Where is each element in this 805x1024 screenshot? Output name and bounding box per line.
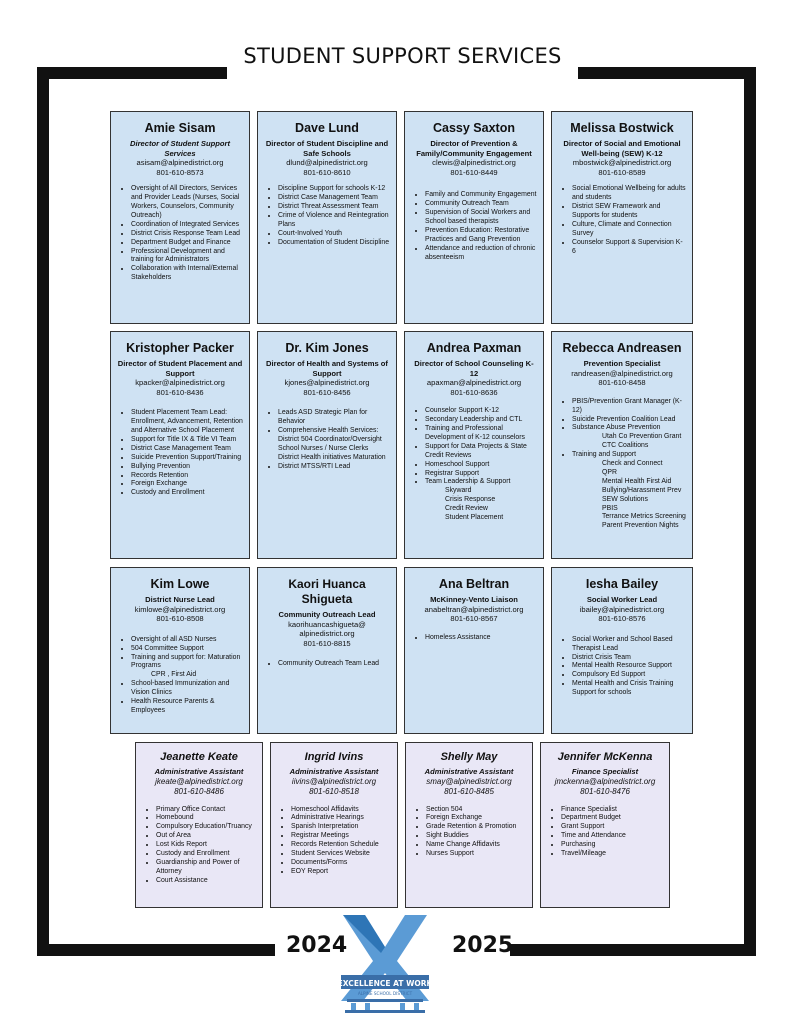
list-item: • Crime of Violence and Reintegration Plans (278, 212, 390, 230)
list-item: • Time and Attendance (561, 832, 663, 841)
list-item: • Court-Involved Youth (278, 230, 390, 239)
card-email: randreasen@alpinedistrict.org (571, 368, 673, 378)
card-duties (117, 185, 243, 283)
list-item: • District Case Management Team (278, 194, 390, 203)
list-item: • Training and Professional Development of K-12 counselors (425, 425, 537, 443)
list-item: • Secondary Leadership and CTL (425, 416, 537, 425)
card-email: iivins@alpinedistrict.org (291, 776, 377, 786)
list-item: • Student Services Website (291, 850, 391, 859)
sub-item: Utah Co Prevention Grant (602, 433, 682, 441)
list-item: • Custody and Enrollment (131, 489, 243, 498)
sub-item: Bullying/Harassment Prev (602, 486, 682, 494)
list-item: • Registrar Meetings (291, 832, 391, 841)
card-rebecca-andreasen (551, 331, 693, 559)
list-item: • Custody and Enrollment (156, 850, 256, 859)
card-phone: 801-610-8610 (303, 167, 351, 177)
list-item: • Homeless Assistance (425, 634, 537, 643)
card-phone: 801-610-8486 (174, 786, 224, 796)
card-role: District Nurse Lead (145, 595, 215, 604)
list-item: • Student Placement Team Lead: Enrollment, Advancement, Retention and Alternative School Placement (131, 409, 243, 436)
list-item: • Counselor Support K-12 (425, 407, 537, 416)
card-name: Dave Lund (295, 121, 359, 135)
card-name: Andrea Paxman (426, 341, 522, 355)
card-phone: 801-610-8636 (450, 387, 498, 397)
list-item: • District SEW Framework and Supports for students (572, 203, 686, 221)
frame-right (744, 67, 756, 956)
card-duties (411, 191, 537, 262)
frame-top-left (37, 67, 227, 79)
card-email: asisam@alpinedistrict.org (136, 158, 224, 167)
sub-item: Terrance Metrics Screening (602, 513, 686, 521)
list-item: • Records Retention (131, 472, 243, 481)
list-item: • Mental Health Resource Support (572, 662, 686, 671)
page-title: STUDENT SUPPORT SERVICES (243, 44, 562, 68)
card-email: mbostwick@alpinedistrict.org (572, 158, 672, 167)
card-duties (117, 409, 243, 498)
list-item: • Community Outreach Team (425, 200, 537, 209)
card-name: Amie Sisam (144, 121, 216, 135)
list-item: • 504 Committee Support (131, 645, 243, 654)
card-duties (142, 806, 256, 886)
card-duties (264, 185, 390, 247)
card-jeanette-keate (135, 742, 263, 908)
list-item: • Sight Buddies (426, 832, 526, 841)
card-role: Director of Health and Systems of Support (266, 359, 388, 378)
card-email: anabeltran@alpinedistrict.org (424, 604, 524, 614)
list-item: • Discipline Support for schools K-12 (278, 185, 390, 194)
list-item: • Foreign Exchange (426, 814, 526, 823)
list-item: • Social Worker and School Based Therapist Lead (572, 636, 686, 654)
card-email: jkeate@alpinedistrict.org (155, 776, 243, 786)
list-item: • Registrar Support (425, 470, 537, 479)
list-item: • District Threat Assessment Team (278, 203, 390, 212)
list-item: • Coordination of Integrated Services (131, 221, 243, 230)
frame-left (37, 67, 49, 956)
card-name: Ana Beltran (438, 577, 510, 591)
list-item: • Grade Retention & Promotion (426, 823, 526, 832)
year-right: 2025 (452, 933, 514, 958)
list-item: • Substance Abuse Prevention (572, 424, 686, 433)
list-item: • Section 504 (426, 806, 526, 815)
card-phone: 801-610-8508 (156, 614, 204, 624)
card-melissa-bostwick (551, 111, 693, 324)
list-item: • Court Assistance (156, 877, 256, 886)
list-item: • Oversight of All Directors, Services and Provider Leads (Nurses, Social Workers, Counselors, Community Outreach) (131, 185, 243, 221)
list-item: • Documents/Forms (291, 859, 391, 868)
frame-bottom-right (510, 944, 756, 956)
card-duties (264, 409, 390, 471)
list-item: • Culture, Climate and Connection Survey (572, 221, 686, 239)
list-item: • Attendance and reduction of chronic absenteeism (425, 245, 537, 263)
card-role: Social Worker Lead (586, 595, 658, 604)
card-phone: 801-610-8458 (598, 378, 646, 388)
list-item: • Professional Development and training for Administrators (131, 248, 243, 266)
card-email: kimlowe@alpinedistrict.org (134, 604, 226, 614)
card-email: jmckenna@alpinedistrict.org (554, 776, 656, 786)
card-kristopher-packer (110, 331, 250, 559)
list-item: • Leads ASD Strategic Plan for Behavior (278, 409, 390, 427)
card-duties (547, 806, 663, 859)
sub-item: QPR (602, 468, 617, 476)
sub-item: Crisis Response (445, 496, 496, 504)
card-kaori-huanca-shigueta (257, 567, 397, 734)
list-item: • Compulsory Ed Support (572, 671, 686, 680)
list-item: • Supervision of Social Workers and School based therapists (425, 209, 537, 227)
card-phone: 801-610-8815 (303, 638, 351, 648)
logo-subtext: ALPINE SCHOOL DISTRICT (357, 991, 413, 996)
list-item: • Department Budget (561, 814, 663, 823)
list-item: • Homeschool Support (425, 461, 537, 470)
list-item: • Out of Area (156, 832, 256, 841)
card-role: Director of Student Placement and Support (117, 359, 243, 378)
card-duties (558, 451, 686, 460)
sub-item: Student Placement (445, 514, 504, 522)
list-item: • Primary Office Contact (156, 806, 256, 815)
card-email: kpacker@alpinedistrict.org (135, 378, 225, 387)
card-phone: 801-610-8576 (598, 614, 646, 624)
card-dave-lund (257, 111, 397, 324)
list-item: • Support for Data Projects & State Credit Reviews (425, 443, 537, 461)
card-name: Ingrid Ivins (304, 751, 364, 763)
card-role: Director of School Counseling K-12 (414, 359, 534, 378)
card-duties (411, 634, 537, 643)
card-role: Finance Specialist (571, 767, 639, 776)
card-email: smay@alpinedistrict.org (426, 776, 512, 786)
list-item: • Records Retention Schedule (291, 841, 391, 850)
sub-item: Parent Prevention Nights (602, 522, 679, 530)
list-item: • Finance Specialist (561, 806, 663, 815)
card-duties (558, 636, 686, 698)
card-email: clewis@alpinedistrict.org (432, 158, 516, 167)
card-email: apaxman@alpinedistrict.org (426, 378, 522, 387)
list-item: • Suicide Prevention Support/Training (131, 454, 243, 463)
card-phone: 801-610-8476 (580, 786, 630, 796)
frame-top-right (578, 67, 756, 79)
card-iesha-bailey (551, 567, 693, 734)
list-item: • Social Emotional Wellbeing for adults and students (572, 185, 686, 203)
sub-item: Skyward (445, 487, 472, 495)
card-role: Director of Prevention & Family/Community Engagement (416, 139, 532, 158)
card-ana-beltran (404, 567, 544, 734)
list-item: • Oversight of all ASD Nurses (131, 636, 243, 645)
card-role: McKinney-Vento Liaison (430, 595, 518, 604)
card-phone: 801-610-8573 (156, 167, 204, 177)
list-item: • Training and support for: Maturation Programs (131, 654, 243, 672)
card-role: Director of Social and Emotional Well-being (SEW) K-12 (563, 139, 681, 158)
list-item: • Team Leadership & Support (425, 478, 537, 487)
sub-item: Check and Connect (602, 460, 663, 468)
list-item: • Homebound (156, 814, 256, 823)
card-role: Director of Student Support Services (130, 139, 230, 158)
card-email: dlund@alpinedistrict.org (286, 158, 368, 167)
list-item: • Documentation of Student Discipline (278, 239, 390, 248)
list-item: • Foreign Exchange (131, 480, 243, 489)
list-item: • Family and Community Engagement (425, 191, 537, 200)
card-name: Dr. Kim Jones (285, 341, 369, 355)
sub-item: Credit Review (445, 505, 488, 513)
list-item: • PBIS/Prevention Grant Manager (K-12) (572, 398, 686, 416)
list-item: • Prevention Education: Restorative Practices and Gang Prevention (425, 227, 537, 245)
list-item: • District MTSS/RTI Lead (278, 463, 390, 472)
card-role: Administrative Assistant (289, 767, 379, 776)
list-item: • Administrative Hearings (291, 814, 391, 823)
card-cassy-saxton (404, 111, 544, 324)
card-name: Iesha Bailey (585, 577, 659, 591)
list-item: • Community Outreach Team Lead (278, 660, 390, 669)
card-role: Administrative Assistant (154, 767, 244, 776)
card-phone: 801-610-8589 (598, 167, 646, 177)
list-item: • Counselor Support & Supervision K-6 (572, 239, 686, 257)
list-item: • Comprehensive Health Services: District 504 Coordinator/Oversight School Nurses / Nurse Clerks District Health initiatives Maturation (278, 427, 390, 463)
card-phone: 801-610-8436 (156, 387, 204, 397)
card-duties (264, 660, 390, 669)
list-item: • Suicide Prevention Coalition Lead (572, 416, 686, 425)
list-item: • Compulsory Education/Truancy (156, 823, 256, 832)
list-item: • District Case Management Team (131, 445, 243, 454)
list-item: • Nurses Support (426, 850, 526, 859)
list-item: • Health Resource Parents & Employees (131, 698, 243, 716)
card-name: Rebecca Andreasen (562, 341, 682, 355)
sub-item: PBIS (602, 504, 618, 512)
list-item: • Homeschool Affidavits (291, 806, 391, 815)
card-duties (411, 407, 537, 487)
card-phone: 801-610-8485 (444, 786, 494, 796)
sub-item: CTC Coalitions (602, 442, 649, 450)
list-item: • District Crisis Team (572, 654, 686, 663)
logo-text: EXCELLENCE AT WORK (337, 979, 433, 988)
list-item: • Mental Health and Crisis Training Support for schools (572, 680, 686, 698)
card-phone: 801-610-8449 (450, 167, 498, 177)
list-item: • Purchasing (561, 841, 663, 850)
list-item: • Grant Support (561, 823, 663, 832)
list-item: • Support for Title IX & Title VI Team (131, 436, 243, 445)
sub-item: Mental Health First Aid (602, 477, 672, 485)
card-name: Kaori Huanca Shigueta (288, 577, 366, 606)
card-duties (277, 806, 391, 877)
card-jennifer-mckenna (540, 742, 670, 908)
list-item: • Spanish Interpretation (291, 823, 391, 832)
card-duties (558, 398, 686, 434)
list-item: • Bullying Prevention (131, 463, 243, 472)
card-name: Melissa Bostwick (570, 121, 674, 135)
card-kim-lowe (110, 567, 250, 734)
card-email: kaorihuancashigueta@ alpinedistrict.org (288, 619, 366, 639)
list-item: • Guardianship and Power of Attorney (156, 859, 256, 877)
year-left: 2024 (286, 933, 348, 958)
list-item: • Department Budget and Finance (131, 239, 243, 248)
card-name: Kim Lowe (150, 577, 210, 591)
card-role: Administrative Assistant (424, 767, 514, 776)
card-name: Cassy Saxton (433, 121, 515, 135)
card-name: Shelly May (440, 751, 498, 763)
list-item: • Training and Support (572, 451, 686, 460)
card-kim-jones (257, 331, 397, 559)
list-item: • Collaboration with Internal/External Stakeholders (131, 265, 243, 283)
card-phone: 801-610-8456 (303, 387, 351, 397)
excellence-at-work-x-logo-icon (335, 913, 435, 1013)
card-duties (117, 680, 243, 716)
frame-bottom-left (37, 944, 275, 956)
card-duties (412, 806, 526, 859)
card-phone: 801-610-8518 (309, 786, 359, 796)
list-item: • EOY Report (291, 868, 391, 877)
card-role: Prevention Specialist (583, 359, 661, 368)
list-item: • Lost Kids Report (156, 841, 256, 850)
list-item: • Name Change Affidavits (426, 841, 526, 850)
card-shelly-may (405, 742, 533, 908)
card-role: Community Outreach Lead (278, 610, 376, 619)
list-item: • Travel/Mileage (561, 850, 663, 859)
sub-item: CPR , First Aid (151, 671, 197, 679)
list-item: • District Crisis Response Team Lead (131, 230, 243, 239)
card-phone: 801-610-8567 (450, 614, 498, 624)
card-duties (117, 636, 243, 672)
sub-item: SEW Solutions (602, 495, 648, 503)
card-email: kjones@alpinedistrict.org (284, 378, 370, 387)
card-name: Kristopher Packer (126, 341, 234, 355)
card-email: ibailey@alpinedistrict.org (579, 604, 665, 614)
list-item: • School-based Immunization and Vision Clinics (131, 680, 243, 698)
card-amie-sisam (110, 111, 250, 324)
card-andrea-paxman (404, 331, 544, 559)
card-role: Director of Student Discipline and Safe Schools (265, 139, 389, 158)
card-name: Jeanette Keate (160, 751, 238, 763)
card-ingrid-ivins (270, 742, 398, 908)
card-name: Jennifer McKenna (557, 751, 653, 763)
card-duties (558, 185, 686, 256)
